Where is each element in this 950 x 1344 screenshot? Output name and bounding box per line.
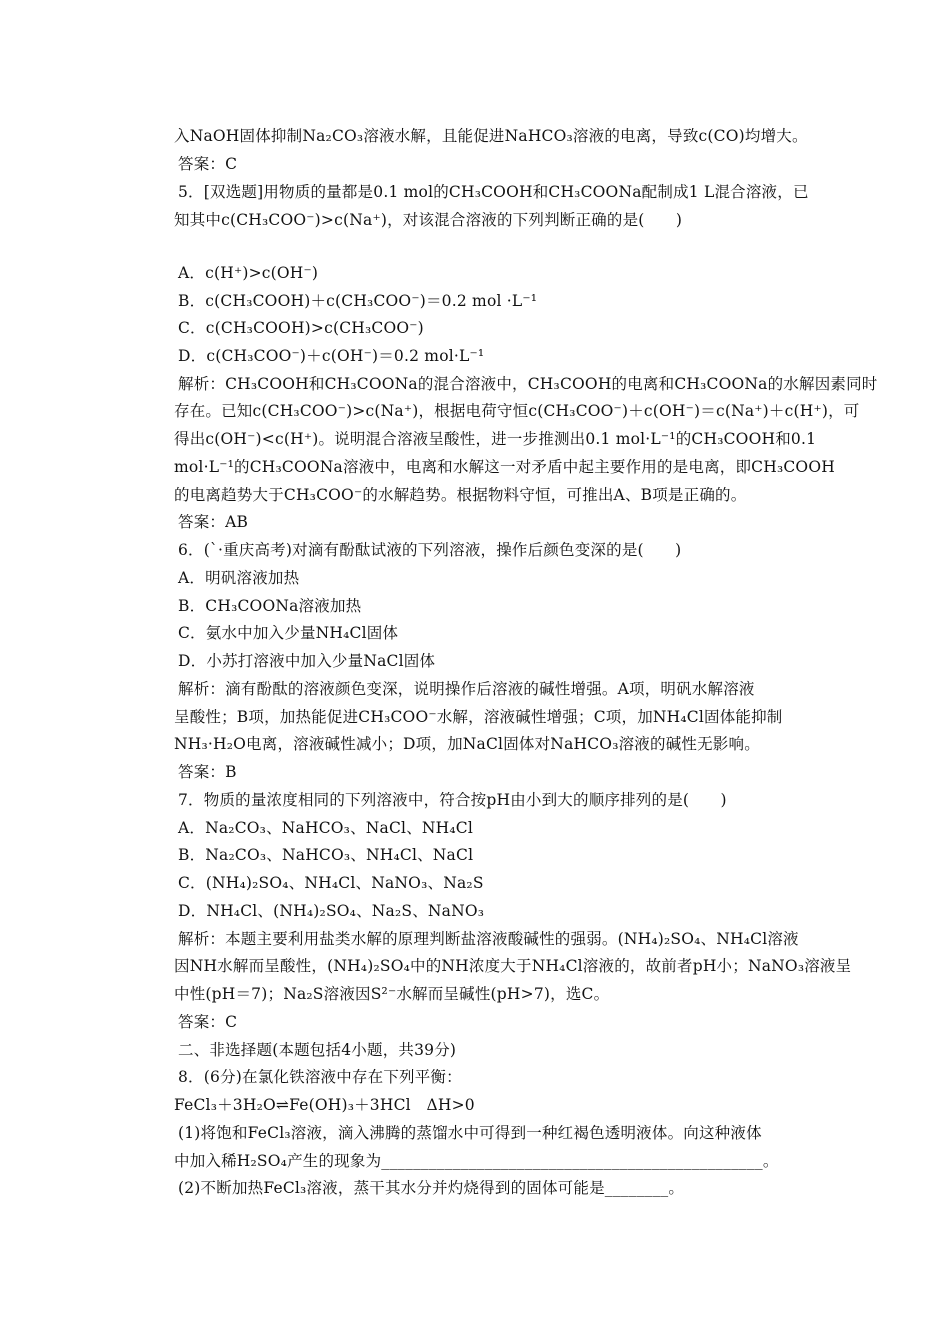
option-c: C．(NH₄)₂SO₄、NH₄Cl、NaNO₃、Na₂S [178,874,484,892]
answer-line: 答案：C [178,1013,238,1031]
option-b: B．c(CH₃COOH)＋c(CH₃COO⁻)＝0.2 mol ·L⁻¹ [178,292,538,310]
option-d: D．NH₄Cl、(NH₄)₂SO₄、Na₂S、NaNO₃ [178,902,485,920]
analysis-line: 的电离趋势大于CH₃COO⁻的水解趋势。根据物料守恒，可推出A、B项是正确的。 [174,486,747,504]
analysis-line: 存在。已知c(CH₃COO⁻)>c(Na⁺)，根据电荷守恒c(CH₃COO⁻)＋c(OH⁻)＝c(Na⁺)＋c(H⁺)，可 [174,402,860,420]
subquestion-2: (2)不断加热FeCl₃溶液，蒸干其水分并灼烧得到的固体可能是________。 [178,1179,685,1197]
question-8-stem: 8．(6分)在氯化铁溶液中存在下列平衡： [178,1068,462,1086]
subquestion-1: 中加入稀H₂SO₄产生的现象为________________________________________________。 [174,1152,779,1170]
equation-line: FeCl₃＋3H₂O⇌Fe(OH)₃＋3HCl ΔH>0 [174,1096,475,1114]
option-a: A．明矾溶液加热 [178,569,300,587]
option-b: B．CH₃COONa溶液加热 [178,597,362,615]
analysis-line: NH₃·H₂O电离，溶液碱性减小；D项，加NaCl固体对NaHCO₃溶液的碱性无影响。 [174,735,760,753]
analysis-line: 解析：本题主要利用盐类水解的原理判断盐溶液酸碱性的强弱。(NH₄)₂SO₄、NH₄Cl溶液 [178,930,799,948]
answer-line: 答案：AB [178,513,249,531]
analysis-line: mol·L⁻¹的CH₃COONa溶液中，电离和水解这一对矛盾中起主要作用的是电离，即CH₃COOH [174,458,835,476]
answer-line: 答案：B [178,763,237,781]
question-6-stem: 6．(`·重庆高考)对滴有酚酞试液的下列溶液，操作后颜色变深的是( ) [178,541,682,559]
analysis-line: 解析：滴有酚酞的溶液颜色变深，说明操作后溶液的碱性增强。A项，明矾水解溶液 [178,680,755,698]
option-a: A．c(H⁺)>c(OH⁻) [178,264,319,282]
analysis-line: 呈酸性；B项，加热能促进CH₃COO⁻水解，溶液碱性增强；C项，加NH₄Cl固体能抑制 [174,708,783,726]
option-b: B．Na₂CO₃、NaHCO₃、NH₄Cl、NaCl [178,846,474,864]
text-line: 入NaOH固体抑制Na₂CO₃溶液水解，且能促进NaHCO₃溶液的电离，导致c(CO)均增大。 [174,127,808,145]
analysis-line: 得出c(OH⁻)<c(H⁺)。说明混合溶液呈酸性，进一步推测出0.1 mol·L⁻¹的CH₃COOH和0.1 [174,430,817,448]
answer-line: 答案：C [178,155,238,173]
option-d: D．c(CH₃COO⁻)＋c(OH⁻)＝0.2 mol·L⁻¹ [178,347,485,365]
option-c: C．c(CH₃COOH)>c(CH₃COO⁻) [178,319,424,337]
subquestion-1: (1)将饱和FeCl₃溶液，滴入沸腾的蒸馏水中可得到一种红褐色透明液体。向这种液体 [178,1124,762,1142]
question-7-stem: 7．物质的量浓度相同的下列溶液中，符合按pH由小到大的顺序排列的是( ) [178,791,727,809]
section-heading: 二、非选择题(本题包括4小题，共39分) [178,1041,457,1059]
question-5-stem: 5．[双选题]用物质的量都是0.1 mol的CH₃COOH和CH₃COONa配制成1 L混合溶液，已 [178,183,809,201]
analysis-line: 因NH水解而呈酸性，(NH₄)₂SO₄中的NH浓度大于NH₄Cl溶液的，故前者pH小；NaNO₃溶液呈 [174,957,852,975]
option-a: A．Na₂CO₃、NaHCO₃、NaCl、NH₄Cl [178,819,474,837]
analysis-line: 中性(pH＝7)；Na₂S溶液因S²⁻水解而呈碱性(pH>7)，选C。 [174,985,610,1003]
option-c: C．氨水中加入少量NH₄Cl固体 [178,624,399,642]
option-d: D．小苏打溶液中加入少量NaCl固体 [178,652,436,670]
question-5-stem: 知其中c(CH₃COO⁻)>c(Na⁺)，对该混合溶液的下列判断正确的是( ) [174,211,683,229]
analysis-line: 解析：CH₃COOH和CH₃COONa的混合溶液中，CH₃COOH的电离和CH₃COONa的水解因素同时 [178,375,878,393]
